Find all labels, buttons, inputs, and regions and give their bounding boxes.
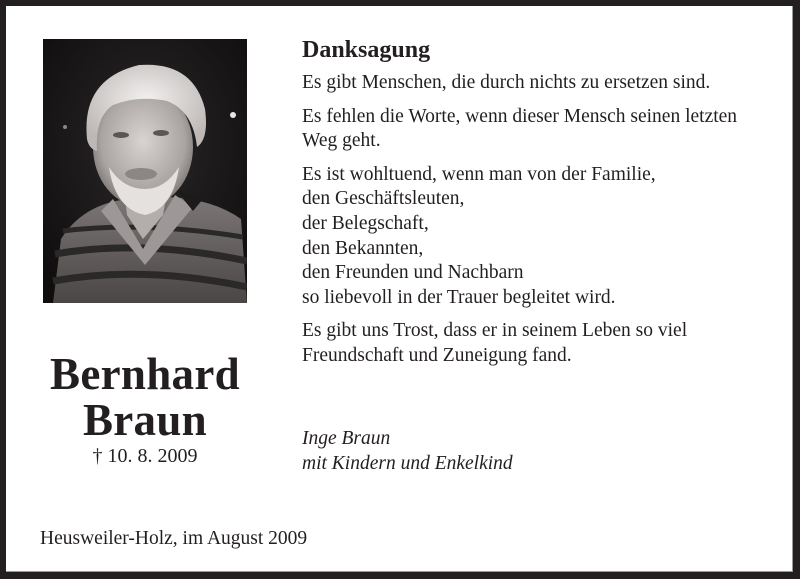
- text-line: Freundschaft und Zuneigung fand.: [302, 344, 572, 366]
- text-line: den Geschäftsleuten,: [302, 188, 465, 210]
- notice-heading: Danksagung: [302, 37, 431, 63]
- paragraph-1: [302, 71, 782, 96]
- signature-name: Inge Braun: [302, 428, 391, 449]
- paragraph-2: [302, 105, 782, 154]
- text-line: Es ist wohltuend, wenn man von der Familie,: [302, 163, 656, 185]
- deceased-last-name: Braun: [82, 395, 208, 445]
- place-and-date: Heusweiler-Holz, im August 2009: [40, 528, 308, 549]
- text-line: der Belegschaft,: [302, 212, 429, 234]
- text-line: Weg geht.: [302, 130, 381, 152]
- obituary-frame: [6, 6, 793, 572]
- deceased-name-block: [26, 351, 264, 468]
- text-line: den Bekannten,: [302, 237, 424, 259]
- signature: [302, 426, 513, 476]
- text-line: Es gibt Menschen, die durch nichts zu ersetzen sind.: [302, 72, 711, 93]
- portrait-image-icon: [43, 39, 247, 303]
- death-date: † 10. 8. 2009: [92, 445, 198, 467]
- text-line: so liebevoll in der Trauer begleitet wird.: [302, 286, 616, 308]
- portrait-photo: [43, 39, 247, 303]
- text-line: den Freunden und Nachbarn: [302, 262, 524, 284]
- signature-family: mit Kindern und Enkelkind: [302, 453, 513, 474]
- text-line: Es gibt uns Trost, dass er in seinem Leben so viel: [302, 320, 688, 342]
- paragraph-4: [302, 319, 782, 368]
- deceased-first-name: Bernhard: [50, 349, 240, 399]
- thank-you-text: [302, 35, 782, 378]
- paragraph-3: [302, 163, 782, 311]
- text-line: Es fehlen die Worte, wenn dieser Mensch seinen letzten: [302, 105, 738, 127]
